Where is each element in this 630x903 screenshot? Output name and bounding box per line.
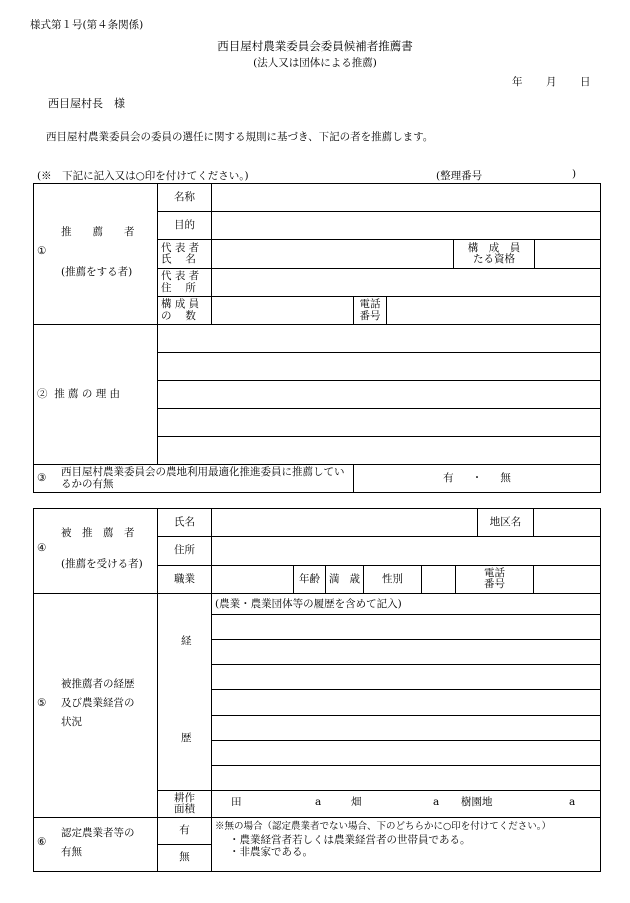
recommender-name-label: 名称 bbox=[158, 184, 212, 212]
rep-name-label-line1: 代 表 者 bbox=[161, 241, 200, 254]
certified-option-farmer[interactable]: ・農業経営者若しくは農業経営者の世帯員である。 bbox=[229, 833, 471, 846]
recommender-table bbox=[33, 183, 601, 493]
member-qualification-label bbox=[454, 240, 535, 269]
rep-address-label-line2: 住 所 bbox=[161, 281, 196, 294]
candidate-phone-label bbox=[456, 565, 534, 593]
promotion-yes[interactable]: 有 bbox=[443, 471, 454, 484]
certified-label-line2: 有無 bbox=[61, 845, 82, 858]
cultivated-area-field[interactable] bbox=[212, 791, 601, 818]
reference-number-label: (整理番号 bbox=[436, 170, 483, 182]
reason-number: ② bbox=[37, 387, 48, 400]
certified-number: ⑥ bbox=[37, 835, 47, 848]
addressee: 西目屋村長 様 bbox=[48, 97, 125, 110]
paddy-label: 田 bbox=[231, 796, 242, 808]
gender-field[interactable] bbox=[422, 565, 456, 593]
cultivated-area-line2: 面積 bbox=[174, 803, 195, 815]
career-vertical-label bbox=[158, 594, 212, 791]
career-line-2[interactable] bbox=[212, 640, 601, 665]
history-number: ⑤ bbox=[37, 696, 47, 709]
promotion-question: 西目屋村農業委員会の農地利用最適化推進委員に推薦しているかの有無 bbox=[61, 466, 345, 490]
promotion-question-cell bbox=[34, 465, 354, 493]
occupation-label: 職業 bbox=[158, 565, 212, 593]
rep-name-field[interactable] bbox=[212, 240, 454, 269]
orchard-unit: a bbox=[569, 796, 576, 808]
promotion-answer-cell[interactable] bbox=[354, 465, 601, 493]
career-line-7[interactable] bbox=[212, 765, 601, 790]
history-header-cell bbox=[34, 594, 158, 818]
reason-line-3[interactable] bbox=[158, 381, 601, 409]
career-note: (農業・農業団体等の履歴を含めて記入) bbox=[212, 594, 601, 615]
page-subtitle: (法人又は団体による推薦) bbox=[253, 57, 377, 69]
upland-label: 畑 bbox=[351, 796, 362, 808]
orchard-label: 樹園地 bbox=[461, 796, 493, 808]
cultivated-area-line1: 耕作 bbox=[174, 791, 195, 804]
page-title: 西目屋村農業委員会委員候補者推薦書 bbox=[217, 39, 413, 53]
reason-line-1[interactable] bbox=[158, 325, 601, 353]
occupation-field[interactable] bbox=[212, 565, 294, 593]
date-month: 月 bbox=[546, 76, 557, 88]
candidate-phone-line2: 番号 bbox=[484, 578, 505, 591]
promotion-number: ③ bbox=[37, 471, 47, 484]
career-line-3[interactable] bbox=[212, 665, 601, 690]
form-number: 様式第１号(第４条関係) bbox=[30, 19, 144, 31]
district-label: 地区名 bbox=[478, 509, 534, 537]
career-reki: 歴 bbox=[181, 732, 192, 744]
rep-name-label-line2: 氏 名 bbox=[161, 253, 196, 265]
recommender-purpose-field[interactable] bbox=[212, 212, 601, 240]
candidate-sublabel: (推薦を受ける者) bbox=[61, 558, 143, 570]
certified-note-cell bbox=[212, 818, 601, 872]
member-qualification-field[interactable] bbox=[535, 240, 601, 269]
reason-line-5[interactable] bbox=[158, 437, 601, 465]
rep-address-field[interactable] bbox=[212, 269, 601, 297]
candidate-header-cell bbox=[34, 509, 158, 594]
certified-note: ※無の場合（認定農業者でない場合、下のどちらかに○印を付けてください。） bbox=[215, 821, 552, 832]
candidate-name-field[interactable] bbox=[212, 509, 478, 537]
promotion-separator: ・ bbox=[471, 471, 483, 484]
cultivated-area-label bbox=[158, 791, 212, 818]
recommender-number: ① bbox=[37, 245, 47, 257]
candidate-phone-field[interactable] bbox=[534, 565, 601, 593]
reference-number-close: ) bbox=[572, 168, 577, 180]
recommender-sublabel: (推薦をする者) bbox=[61, 266, 133, 278]
certified-yes-option[interactable]: 有 bbox=[158, 818, 212, 845]
certified-label-line1: 認定農業者等の bbox=[61, 826, 135, 839]
age-prefix: 満 bbox=[329, 572, 340, 585]
member-count-label-line2: の 数 bbox=[161, 309, 196, 322]
recommender-header-cell bbox=[34, 184, 158, 325]
member-qualification-line1: 構 成 員 bbox=[467, 241, 521, 254]
recommender-label: 推 薦 者 bbox=[61, 226, 135, 238]
promotion-no[interactable]: 無 bbox=[500, 471, 511, 484]
candidate-phone-line1: 電話 bbox=[484, 567, 505, 580]
age-label: 年齢 bbox=[294, 565, 326, 593]
member-count-label bbox=[158, 297, 212, 325]
date-year: 年 bbox=[512, 76, 523, 88]
date-day: 日 bbox=[580, 76, 591, 88]
career-line-6[interactable] bbox=[212, 740, 601, 765]
rep-address-label bbox=[158, 269, 212, 297]
recommender-phone-line2: 番号 bbox=[359, 309, 381, 322]
age-unit: 歳 bbox=[349, 572, 361, 585]
reason-header-cell bbox=[34, 325, 158, 465]
reason-line-4[interactable] bbox=[158, 409, 601, 437]
rep-name-label bbox=[158, 240, 212, 269]
candidate-address-field[interactable] bbox=[212, 537, 601, 565]
history-label-line1: 被推薦者の経歴 bbox=[61, 677, 135, 690]
candidate-table bbox=[33, 508, 601, 872]
district-field[interactable] bbox=[534, 509, 601, 537]
career-line-5[interactable] bbox=[212, 715, 601, 740]
reason-label: 推 薦 の 理 由 bbox=[54, 387, 121, 400]
candidate-name-label: 氏名 bbox=[158, 509, 212, 537]
career-line-1[interactable] bbox=[212, 615, 601, 640]
recommender-purpose-label: 目的 bbox=[158, 212, 212, 240]
member-count-field[interactable] bbox=[212, 297, 354, 325]
member-qualification-line2: たる資格 bbox=[473, 253, 515, 265]
paddy-unit: a bbox=[315, 796, 322, 808]
recommender-phone-label bbox=[354, 297, 387, 325]
history-label-line2: 及び農業経営の bbox=[61, 696, 135, 709]
age-field[interactable] bbox=[326, 565, 364, 593]
certified-no-option[interactable]: 無 bbox=[158, 845, 212, 872]
certified-option-nonfarmer[interactable]: ・非農家である。 bbox=[229, 845, 313, 858]
instruction-note: (※ 下記に記入又は○印を付けてください。) bbox=[37, 170, 249, 182]
career-kei: 経 bbox=[181, 635, 192, 647]
rep-address-label-line1: 代 表 者 bbox=[161, 270, 200, 283]
history-label-line3: 状況 bbox=[61, 715, 82, 728]
recommender-phone-line1: 電話 bbox=[359, 298, 381, 311]
reason-line-2[interactable] bbox=[158, 353, 601, 381]
recommender-name-field[interactable] bbox=[212, 184, 601, 212]
career-line-4[interactable] bbox=[212, 690, 601, 715]
recommender-phone-field[interactable] bbox=[387, 297, 601, 325]
upland-unit: a bbox=[433, 796, 440, 808]
certified-header-cell bbox=[34, 818, 158, 872]
intro-text: 西目屋村農業委員会の委員の選任に関する規則に基づき、下記の者を推薦します。 bbox=[46, 131, 434, 143]
member-count-label-line1: 構 成 員 bbox=[161, 298, 200, 311]
candidate-label: 被 推 薦 者 bbox=[61, 527, 135, 539]
candidate-address-label: 住所 bbox=[158, 537, 212, 565]
candidate-number: ④ bbox=[37, 542, 47, 554]
gender-label: 性別 bbox=[364, 565, 422, 593]
